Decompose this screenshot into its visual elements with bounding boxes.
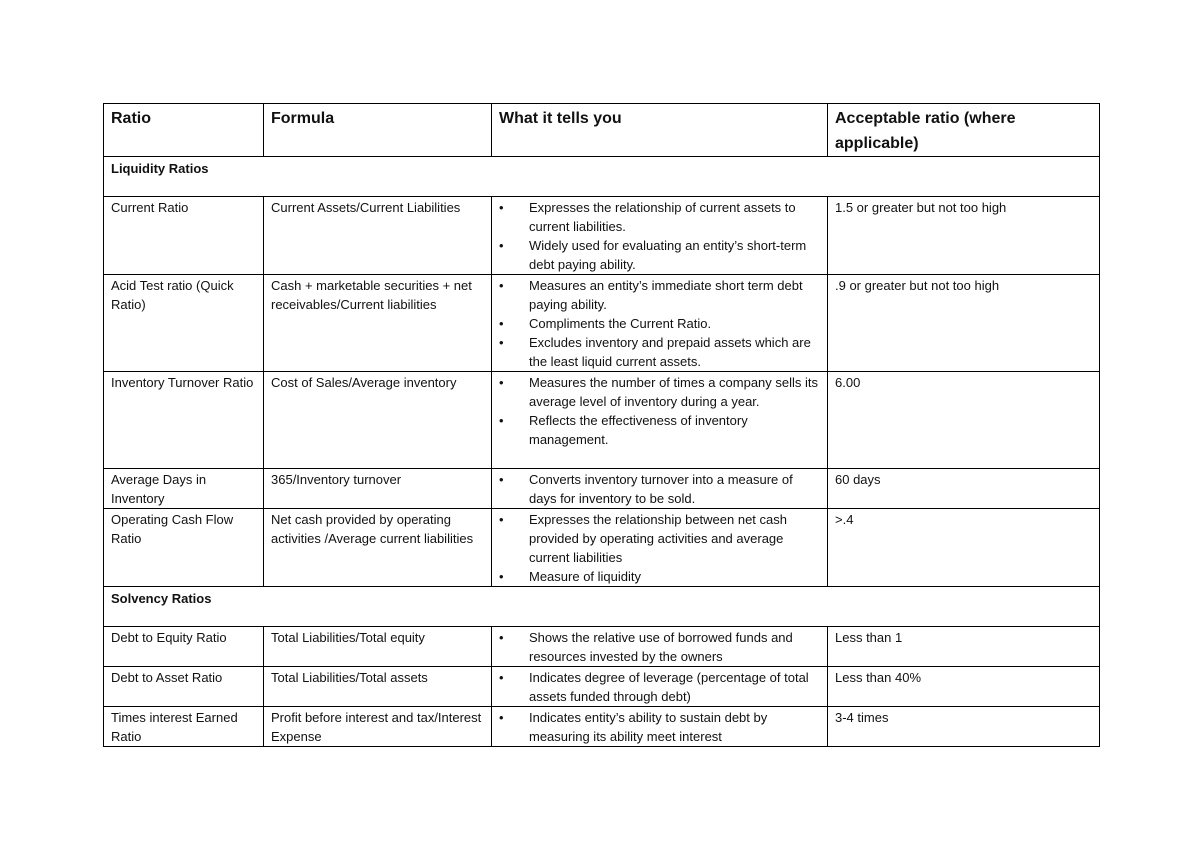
bullet-list [499,470,821,508]
section-row-solvency [104,587,1100,627]
ratio-acceptable: Less than 1 [828,627,1100,667]
ratio-formula: Total Liabilities/Total assets [264,667,492,707]
table-row [104,707,1100,747]
section-title-solvency: Solvency Ratios [104,587,1100,627]
ratio-formula: Current Assets/Current Liabilities [264,197,492,275]
bullet-point: • Reflects the effectiveness of inventory management. [499,411,821,449]
ratio-formula: Net cash provided by operating activities /Average current liabilities [264,509,492,587]
ratio-formula: Cash + marketable securities + net receivables/Current liabilities [264,275,492,372]
bullet-point: • Converts inventory turnover into a measure of days for inventory to be sold. [499,470,821,508]
table-row [104,275,1100,372]
header-row [104,104,1100,157]
bullet-list [499,628,821,666]
table-row [104,509,1100,587]
ratios-table [103,103,1100,747]
ratio-acceptable: 1.5 or greater but not too high [828,197,1100,275]
bullet-point: • Widely used for evaluating an entity’s short-term debt paying ability. [499,236,821,274]
bullet-point: • Excludes inventory and prepaid assets which are the least liquid current assets. [499,333,821,371]
bullet-point: • Measures the number of times a company sells its average level of inventory during a year. [499,373,821,411]
bullet-list [499,510,821,586]
ratio-formula: Cost of Sales/Average inventory [264,372,492,469]
table-row [104,469,1100,509]
ratio-acceptable: 60 days [828,469,1100,509]
header-ratio: Ratio [104,104,264,157]
ratio-acceptable: .9 or greater but not too high [828,275,1100,372]
table-row [104,372,1100,469]
bullet-list [499,668,821,706]
bullet-point: • Shows the relative use of borrowed funds and resources invested by the owners [499,628,821,666]
ratio-description [492,372,828,469]
ratio-formula: Total Liabilities/Total equity [264,627,492,667]
section-row-liquidity [104,157,1100,197]
header-acceptable-ratio: Acceptable ratio (where applicable) [828,104,1100,157]
ratio-name: Inventory Turnover Ratio [104,372,264,469]
bullet-list [499,373,821,449]
section-title-liquidity: Liquidity Ratios [104,157,1100,197]
ratio-name: Debt to Asset Ratio [104,667,264,707]
bullet-list [499,198,821,274]
ratio-description [492,469,828,509]
bullet-point: • Measures an entity’s immediate short term debt paying ability. [499,276,821,314]
ratio-description [492,667,828,707]
ratio-description [492,509,828,587]
header-what-it-tells-you: What it tells you [492,104,828,157]
ratio-description [492,197,828,275]
bullet-point: • Expresses the relationship between net cash provided by operating activities and average current liabilities [499,510,821,567]
table-row [104,197,1100,275]
ratio-formula: 365/Inventory turnover [264,469,492,509]
header-formula: Formula [264,104,492,157]
table-row [104,667,1100,707]
ratio-acceptable: 3-4 times [828,707,1100,747]
bullet-point: • Indicates degree of leverage (percentage of total assets funded through debt) [499,668,821,706]
bullet-point: • Compliments the Current Ratio. [499,314,821,333]
bullet-list [499,708,821,746]
ratio-formula: Profit before interest and tax/Interest Expense [264,707,492,747]
ratio-name: Average Days in Inventory [104,469,264,509]
ratio-description [492,627,828,667]
ratio-name: Times interest Earned Ratio [104,707,264,747]
ratio-acceptable: 6.00 [828,372,1100,469]
bullet-point: • Indicates entity’s ability to sustain debt by measuring its ability meet interest [499,708,821,746]
ratio-acceptable: >.4 [828,509,1100,587]
ratio-name: Operating Cash Flow Ratio [104,509,264,587]
bullet-point: • Expresses the relationship of current assets to current liabilities. [499,198,821,236]
ratio-description [492,707,828,747]
ratio-description [492,275,828,372]
table-row [104,627,1100,667]
ratio-name: Debt to Equity Ratio [104,627,264,667]
ratio-name: Acid Test ratio (Quick Ratio) [104,275,264,372]
bullet-point: • Measure of liquidity [499,567,821,586]
bullet-list [499,276,821,371]
ratio-acceptable: Less than 40% [828,667,1100,707]
ratio-name: Current Ratio [104,197,264,275]
